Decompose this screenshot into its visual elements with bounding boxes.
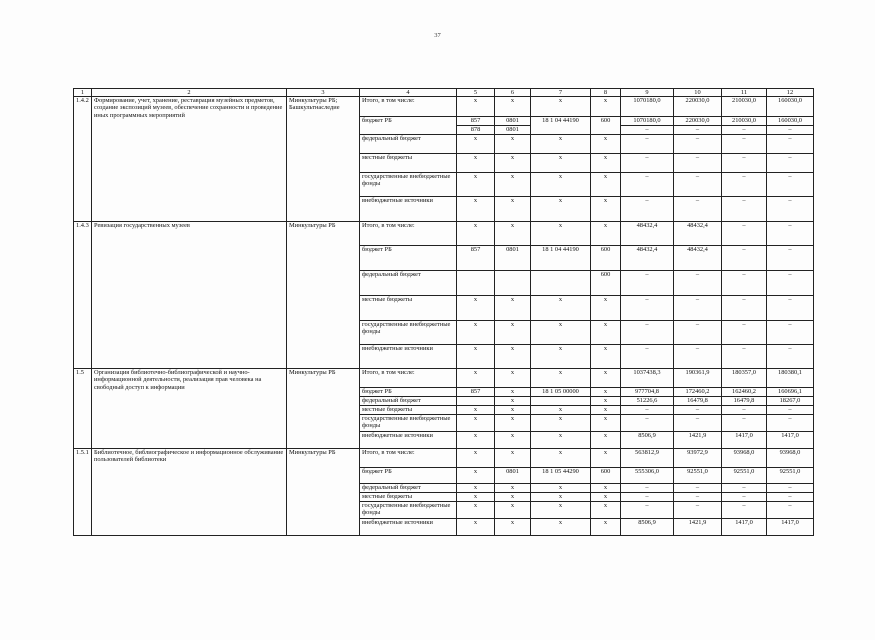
cell-value: x bbox=[457, 197, 495, 222]
cell-value: x bbox=[591, 406, 621, 415]
funding-source: Итого, в том числе: bbox=[360, 369, 457, 388]
cell-value: – bbox=[674, 197, 722, 222]
funding-source: местные бюджеты bbox=[360, 154, 457, 173]
cell-value: 48432,4 bbox=[674, 246, 722, 271]
cell-value: x bbox=[531, 222, 591, 246]
header-cell: 7 bbox=[531, 89, 591, 97]
funding-source: Итого, в том числе: bbox=[360, 222, 457, 246]
cell-value: x bbox=[531, 502, 591, 519]
funding-source: федеральный бюджет bbox=[360, 135, 457, 154]
budget-table bbox=[73, 88, 814, 536]
cell-value: x bbox=[457, 369, 495, 388]
funding-source: внебюджетные источники bbox=[360, 432, 457, 449]
cell-value: – bbox=[767, 406, 814, 415]
cell-value: 563812,9 bbox=[621, 449, 674, 468]
cell-value: x bbox=[457, 493, 495, 502]
cell-value: 1070180,0 bbox=[633, 117, 661, 125]
cell-value: 92551,0 bbox=[767, 468, 814, 484]
cell-value: – bbox=[621, 125, 673, 133]
item-name: Ревизация государственных музеев bbox=[92, 222, 287, 369]
cell-value: x bbox=[495, 484, 531, 493]
cell-value: – bbox=[722, 321, 767, 345]
cell-value bbox=[531, 271, 591, 296]
cell-value: x bbox=[457, 154, 495, 173]
cell-value: 18 1 05 00000 bbox=[531, 388, 591, 397]
cell-value: 977704,8 bbox=[621, 388, 674, 397]
cell-value: – bbox=[621, 154, 674, 173]
cell-value bbox=[531, 397, 591, 406]
cell-value: x bbox=[457, 321, 495, 345]
cell-value: x bbox=[495, 502, 531, 519]
cell-value: x bbox=[591, 173, 621, 197]
cell-value: x bbox=[495, 321, 531, 345]
cell-value: – bbox=[722, 502, 767, 519]
cell-value: – bbox=[722, 271, 767, 296]
cell-value bbox=[457, 397, 495, 406]
cell-value: x bbox=[495, 397, 531, 406]
cell-value: – bbox=[674, 345, 722, 369]
cell-value: x bbox=[495, 345, 531, 369]
cell-value: 1417,0 bbox=[722, 519, 767, 536]
cell-value: – bbox=[621, 493, 674, 502]
cell-value: 857 bbox=[470, 117, 481, 125]
cell-value: 16479,8 bbox=[674, 397, 722, 406]
cell-value: x bbox=[495, 197, 531, 222]
cell-value: 18 1 04 44190 bbox=[531, 246, 591, 271]
cell-value: 600 bbox=[591, 468, 621, 484]
cell-value: – bbox=[621, 296, 674, 321]
cell-value: 93972,9 bbox=[674, 449, 722, 468]
cell-value: – bbox=[767, 502, 814, 519]
cell-value: 600 bbox=[591, 246, 621, 271]
cell-value: 0801 bbox=[495, 125, 530, 133]
item-executor: Минкультуры РБ bbox=[287, 449, 360, 536]
cell-value: x bbox=[457, 173, 495, 197]
cell-value: x bbox=[591, 415, 621, 432]
cell-value: – bbox=[621, 271, 674, 296]
cell-value: 48432,4 bbox=[621, 246, 674, 271]
cell-value: x bbox=[457, 222, 495, 246]
cell-value: x bbox=[591, 493, 621, 502]
cell-value: – bbox=[767, 125, 813, 133]
cell-value: 210030,0 bbox=[722, 97, 767, 117]
cell-value: 1037438,3 bbox=[621, 369, 674, 388]
cell-value: – bbox=[722, 296, 767, 321]
funding-source: местные бюджеты bbox=[360, 406, 457, 415]
cell-value: x bbox=[591, 502, 621, 519]
cell-value: – bbox=[722, 484, 767, 493]
cell-value: x bbox=[591, 321, 621, 345]
cell-value: – bbox=[767, 173, 814, 197]
header-cell: 3 bbox=[287, 89, 360, 97]
cell-value: x bbox=[591, 484, 621, 493]
header-cell: 2 bbox=[92, 89, 287, 97]
cell-value-pair bbox=[722, 117, 767, 135]
cell-value: 16479,8 bbox=[722, 397, 767, 406]
cell-value: x bbox=[591, 388, 621, 397]
header-cell: 12 bbox=[767, 89, 814, 97]
funding-source: государственные внебюджетные фонды bbox=[360, 415, 457, 432]
cell-value: x bbox=[457, 406, 495, 415]
funding-source: бюджет РБ bbox=[360, 246, 457, 271]
cell-value: 190361,9 bbox=[674, 369, 722, 388]
cell-value-pair bbox=[495, 117, 531, 135]
item-number: 1.5.1 bbox=[74, 449, 92, 536]
cell-value: – bbox=[722, 222, 767, 246]
cell-value: – bbox=[674, 484, 722, 493]
cell-value: x bbox=[495, 173, 531, 197]
cell-value: x bbox=[591, 135, 621, 154]
cell-value: x bbox=[531, 406, 591, 415]
cell-value: x bbox=[531, 493, 591, 502]
cell-value: x bbox=[591, 296, 621, 321]
cell-value: – bbox=[767, 154, 814, 173]
funding-source: бюджет РБ bbox=[360, 468, 457, 484]
header-row bbox=[74, 89, 814, 97]
cell-value: x bbox=[457, 432, 495, 449]
cell-value: 210030,0 bbox=[732, 117, 756, 125]
cell-value: – bbox=[621, 321, 674, 345]
cell-value: – bbox=[621, 173, 674, 197]
funding-source: местные бюджеты bbox=[360, 493, 457, 502]
cell-value: – bbox=[722, 345, 767, 369]
item-executor: Минкультуры РБ bbox=[287, 222, 360, 369]
table-row bbox=[74, 369, 814, 388]
cell-value: x bbox=[495, 222, 531, 246]
cell-value: x bbox=[591, 432, 621, 449]
cell-value: x bbox=[495, 415, 531, 432]
cell-value: – bbox=[621, 502, 674, 519]
funding-source: Итого, в том числе: bbox=[360, 97, 457, 117]
cell-value: – bbox=[767, 415, 814, 432]
cell-value: – bbox=[767, 345, 814, 369]
cell-value: x bbox=[591, 345, 621, 369]
cell-value: x bbox=[495, 406, 531, 415]
cell-value: 600 bbox=[591, 271, 621, 296]
cell-value: 220030,0 bbox=[685, 117, 710, 125]
cell-value: x bbox=[591, 519, 621, 536]
cell-value: x bbox=[495, 154, 531, 173]
cell-value: 162460,2 bbox=[722, 388, 767, 397]
cell-value: x bbox=[495, 388, 531, 397]
cell-value: 220030,0 bbox=[674, 97, 722, 117]
cell-value: x bbox=[495, 493, 531, 502]
cell-value: x bbox=[591, 369, 621, 388]
funding-source: государственные внебюджетные фонды bbox=[360, 173, 457, 197]
cell-value: x bbox=[531, 415, 591, 432]
cell-value: – bbox=[722, 135, 767, 154]
cell-value-pair bbox=[457, 117, 495, 135]
cell-value: x bbox=[591, 397, 621, 406]
cell-value: – bbox=[722, 246, 767, 271]
cell-value: x bbox=[531, 154, 591, 173]
header-cell: 9 bbox=[621, 89, 674, 97]
cell-value: 0801 bbox=[506, 117, 519, 125]
funding-source: Итого, в том числе: bbox=[360, 449, 457, 468]
cell-value: – bbox=[767, 197, 814, 222]
table-row bbox=[74, 449, 814, 468]
cell-value: x bbox=[457, 484, 495, 493]
cell-value: 51226,6 bbox=[621, 397, 674, 406]
item-executor: Минкультуры РБ; Башкультнаследие bbox=[287, 97, 360, 222]
funding-source: федеральный бюджет bbox=[360, 271, 457, 296]
cell-value: – bbox=[722, 125, 766, 133]
cell-value: x bbox=[457, 468, 495, 484]
cell-value: x bbox=[591, 449, 621, 468]
cell-value: 160696,1 bbox=[767, 388, 814, 397]
cell-value: 878 bbox=[457, 125, 494, 133]
cell-value: – bbox=[722, 197, 767, 222]
header-cell: 4 bbox=[360, 89, 457, 97]
cell-value: 1417,0 bbox=[767, 519, 814, 536]
cell-value: – bbox=[674, 125, 721, 133]
cell-value: – bbox=[621, 415, 674, 432]
funding-source: местные бюджеты bbox=[360, 296, 457, 321]
cell-value: 93968,0 bbox=[767, 449, 814, 468]
cell-value: – bbox=[674, 135, 722, 154]
cell-value: – bbox=[674, 154, 722, 173]
cell-value: x bbox=[457, 345, 495, 369]
cell-value: 857 bbox=[457, 388, 495, 397]
cell-value: – bbox=[621, 135, 674, 154]
cell-value: – bbox=[674, 173, 722, 197]
cell-value: x bbox=[495, 97, 531, 117]
funding-source: внебюджетные источники bbox=[360, 197, 457, 222]
cell-value: x bbox=[591, 97, 621, 117]
cell-value: 600 bbox=[591, 117, 621, 135]
cell-value: – bbox=[674, 296, 722, 321]
cell-value: – bbox=[674, 406, 722, 415]
cell-value: – bbox=[767, 484, 814, 493]
cell-value: 857 bbox=[457, 246, 495, 271]
cell-value: 18 1 05 44290 bbox=[531, 468, 591, 484]
cell-value: 92551,0 bbox=[674, 468, 722, 484]
cell-value-pair bbox=[767, 117, 814, 135]
cell-value: 160030,0 bbox=[767, 97, 814, 117]
cell-value: – bbox=[674, 321, 722, 345]
funding-source: внебюджетные источники bbox=[360, 519, 457, 536]
page-number: 37 bbox=[434, 32, 441, 39]
funding-source: федеральный бюджет bbox=[360, 397, 457, 406]
cell-value: x bbox=[495, 369, 531, 388]
funding-source: бюджет РБ bbox=[360, 117, 457, 135]
cell-value: 172460,2 bbox=[674, 388, 722, 397]
cell-value: x bbox=[531, 449, 591, 468]
cell-value: 160030,0 bbox=[778, 117, 802, 125]
cell-value: x bbox=[495, 432, 531, 449]
header-cell: 10 bbox=[674, 89, 722, 97]
funding-source: федеральный бюджет bbox=[360, 484, 457, 493]
cell-value: – bbox=[621, 345, 674, 369]
cell-value: – bbox=[767, 321, 814, 345]
header-cell: 5 bbox=[457, 89, 495, 97]
cell-value: x bbox=[591, 154, 621, 173]
table-row bbox=[74, 97, 814, 117]
cell-value-pair bbox=[674, 117, 722, 135]
cell-value: x bbox=[531, 369, 591, 388]
cell-value: x bbox=[531, 345, 591, 369]
cell-value bbox=[495, 271, 531, 296]
cell-value: – bbox=[621, 197, 674, 222]
header-cell: 11 bbox=[722, 89, 767, 97]
cell-value: x bbox=[495, 519, 531, 536]
cell-value: x bbox=[495, 449, 531, 468]
cell-value: x bbox=[531, 197, 591, 222]
table-row bbox=[74, 222, 814, 246]
item-name: Библиотечное, библиографическое и информационное обслуживание пользователей библиотеки bbox=[92, 449, 287, 536]
cell-value: x bbox=[457, 415, 495, 432]
cell-value: 18 1 04 44190 bbox=[531, 117, 591, 135]
cell-value: 48432,4 bbox=[674, 222, 722, 246]
item-number: 1.4.2 bbox=[74, 97, 92, 222]
cell-value: x bbox=[457, 97, 495, 117]
cell-value: 1421,9 bbox=[674, 519, 722, 536]
cell-value: x bbox=[457, 135, 495, 154]
cell-value: – bbox=[767, 222, 814, 246]
cell-value: – bbox=[767, 246, 814, 271]
cell-value: x bbox=[457, 519, 495, 536]
cell-value: x bbox=[531, 432, 591, 449]
cell-value: – bbox=[767, 296, 814, 321]
cell-value: x bbox=[531, 321, 591, 345]
cell-value: 1417,0 bbox=[722, 432, 767, 449]
header-cell: 6 bbox=[495, 89, 531, 97]
cell-value: – bbox=[722, 415, 767, 432]
cell-value: x bbox=[531, 519, 591, 536]
cell-value: x bbox=[531, 135, 591, 154]
cell-value: 1421,9 bbox=[674, 432, 722, 449]
cell-value: – bbox=[621, 406, 674, 415]
cell-value: – bbox=[621, 484, 674, 493]
item-name: Формирование, учет, хранение, реставрация музейных предметов, создание экспозиций музеев, обеспечение сохранности и проведение иных программных мероприятий bbox=[92, 97, 287, 222]
cell-value: – bbox=[767, 493, 814, 502]
cell-value: x bbox=[591, 197, 621, 222]
cell-value: 0801 bbox=[495, 468, 531, 484]
cell-value: – bbox=[767, 271, 814, 296]
cell-value: x bbox=[495, 296, 531, 321]
cell-value: 92551,0 bbox=[722, 468, 767, 484]
item-number: 1.5 bbox=[74, 369, 92, 449]
item-name: Организация библиотечно-библиографической и научно-информационной деятельности, реализация прав человека на свободный доступ к информации bbox=[92, 369, 287, 449]
cell-value bbox=[457, 271, 495, 296]
cell-value: x bbox=[591, 222, 621, 246]
cell-value: x bbox=[457, 296, 495, 321]
cell-value: – bbox=[674, 271, 722, 296]
cell-value: 1070180,0 bbox=[621, 97, 674, 117]
cell-value: – bbox=[722, 406, 767, 415]
cell-value: 93968,0 bbox=[722, 449, 767, 468]
cell-value: x bbox=[531, 296, 591, 321]
header-cell: 8 bbox=[591, 89, 621, 97]
funding-source: бюджет РБ bbox=[360, 388, 457, 397]
cell-value: x bbox=[495, 135, 531, 154]
cell-value: 180380,1 bbox=[767, 369, 814, 388]
cell-value: – bbox=[674, 502, 722, 519]
funding-source: государственные внебюджетные фонды bbox=[360, 321, 457, 345]
cell-value: 8506,9 bbox=[621, 432, 674, 449]
cell-value: 1417,0 bbox=[767, 432, 814, 449]
cell-value: – bbox=[674, 415, 722, 432]
cell-value: x bbox=[457, 449, 495, 468]
cell-value: 555306,0 bbox=[621, 468, 674, 484]
cell-value: – bbox=[674, 493, 722, 502]
cell-value: x bbox=[531, 173, 591, 197]
cell-value: 18267,0 bbox=[767, 397, 814, 406]
cell-value: x bbox=[457, 502, 495, 519]
cell-value: x bbox=[531, 97, 591, 117]
cell-value: – bbox=[722, 173, 767, 197]
cell-value: 0801 bbox=[495, 246, 531, 271]
cell-value: – bbox=[722, 154, 767, 173]
item-number: 1.4.3 bbox=[74, 222, 92, 369]
cell-value: 180357,0 bbox=[722, 369, 767, 388]
item-executor: Минкультуры РБ bbox=[287, 369, 360, 449]
cell-value: 8506,9 bbox=[621, 519, 674, 536]
funding-source: государственные внебюджетные фонды bbox=[360, 502, 457, 519]
cell-value: 48432,4 bbox=[621, 222, 674, 246]
funding-source: внебюджетные источники bbox=[360, 345, 457, 369]
header-cell: 1 bbox=[74, 89, 92, 97]
cell-value: x bbox=[531, 484, 591, 493]
cell-value: – bbox=[722, 493, 767, 502]
cell-value: – bbox=[767, 135, 814, 154]
cell-value-pair bbox=[621, 117, 674, 135]
